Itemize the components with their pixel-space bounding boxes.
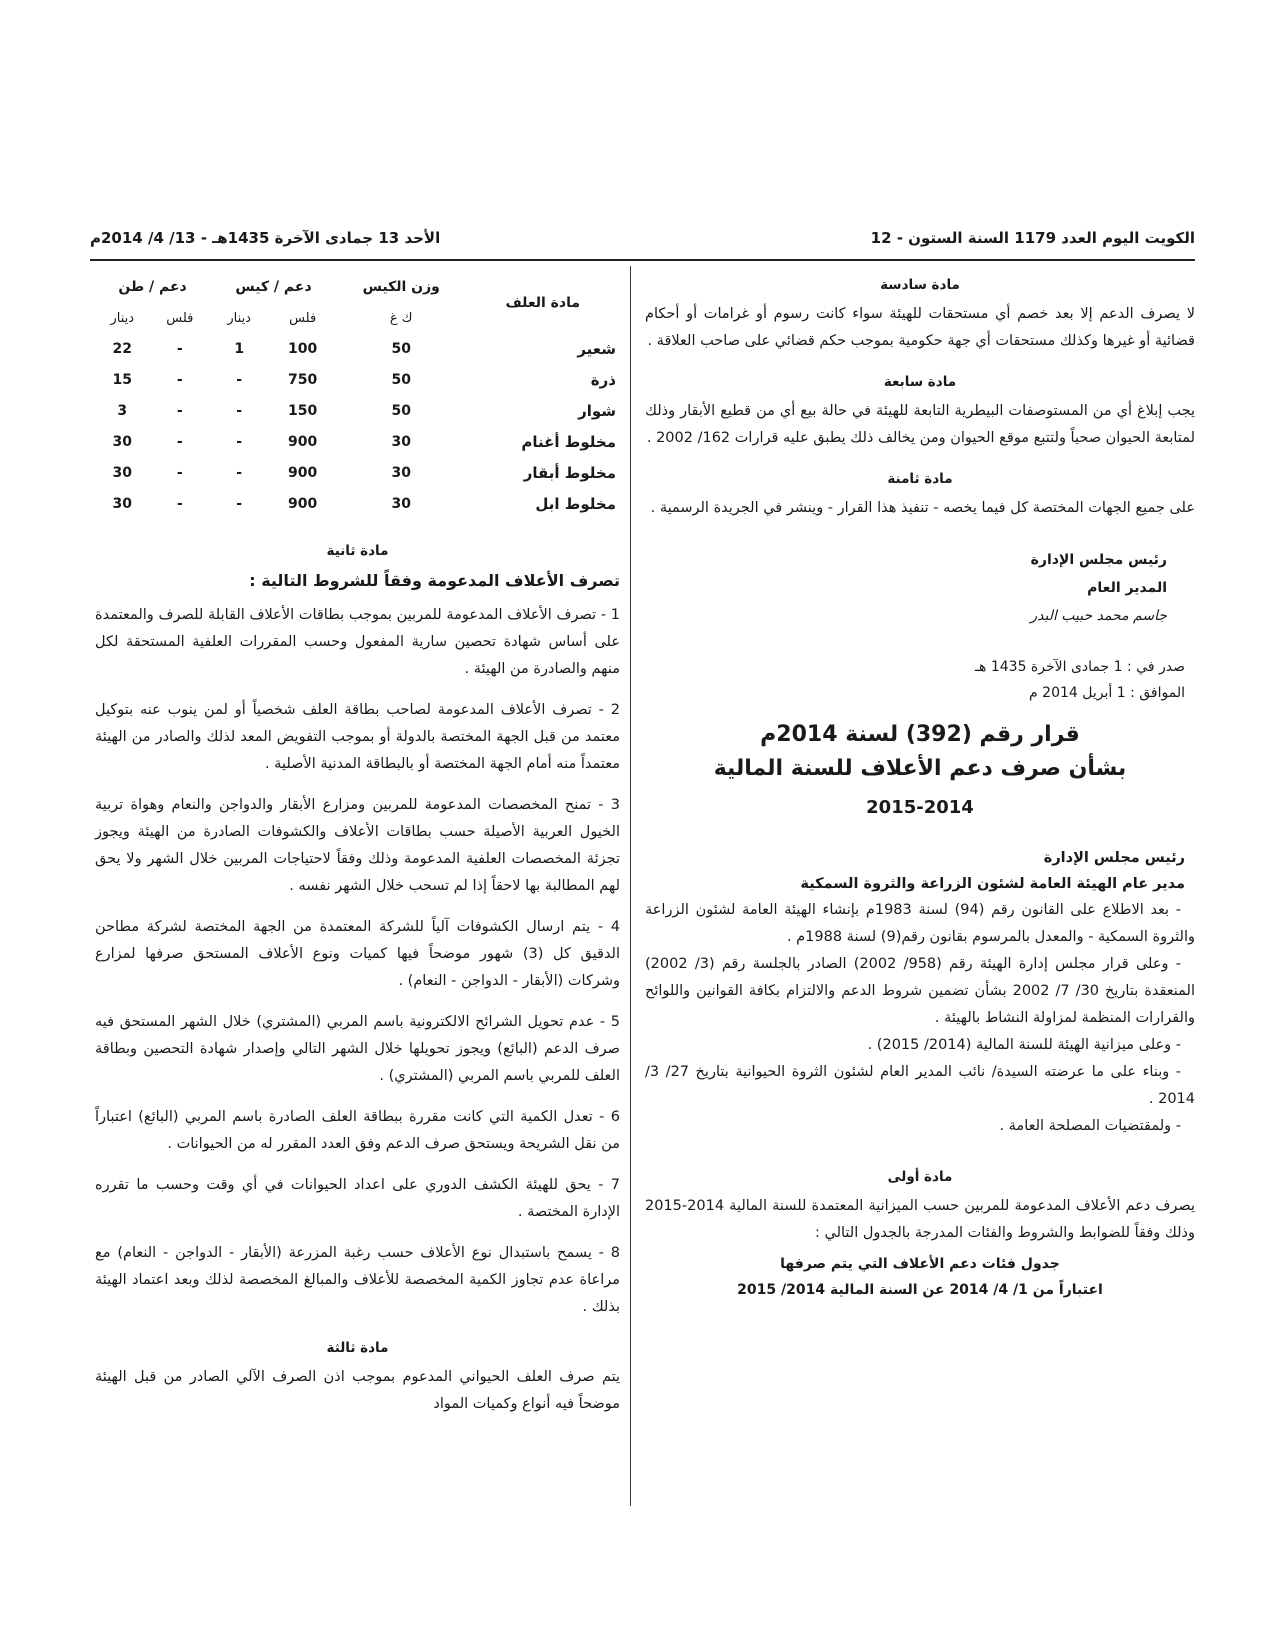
article-2-title: مادة ثانية	[326, 543, 389, 559]
table-row	[95, 427, 620, 458]
signature-block	[645, 546, 1195, 630]
cell-bag-fils: 750	[288, 372, 318, 388]
article-7-text: يجب إبلاغ أي من المستوصفات البيطرية التابعة للهيئة في حالة بيع أي من قطيع الأبقار وذلك لمتابعة الحيوان صحياً ولتتبع موقع الحيوان ومن يخالف ذلك يطبق عليه قرارات 162/ 2002 .	[645, 403, 1195, 446]
decision-issuer	[645, 845, 1195, 897]
header-issue-info: الكويت اليوم العدد 1179 السنة الستون - 12	[870, 229, 1195, 247]
article-8-title: مادة ثامنة	[887, 471, 953, 487]
right-column	[645, 272, 1195, 1303]
article-6-title: مادة سادسة	[880, 277, 960, 293]
article-2-heading: تصرف الأعلاف المدعومة وفقاً للشروط التالية :	[249, 571, 620, 590]
col-header-ton: دعم / طن	[118, 279, 187, 295]
header-rule	[90, 259, 1195, 261]
article-7-title: مادة سابعة	[883, 374, 957, 390]
col-header-bag-fils: فلس	[289, 311, 317, 326]
cell-feed: مخلوط أغنام	[521, 433, 616, 451]
col-header-ton-dinar: دينار	[110, 311, 135, 326]
cell-bag-fils: 900	[288, 434, 318, 450]
left-column	[95, 272, 620, 1432]
cell-bag-fils: 100	[288, 341, 318, 357]
cell-ton-fils: -	[176, 403, 183, 419]
signature-title-director: المدير العام	[1087, 580, 1167, 596]
condition-item: 3 - تمنح المخصصات المدعومة للمربين ومزارع الأبقار والدواجن والنعام وهواة تربية الخيول العربية الأصيلة حسب بطاقات الأعلاف والكشوفات الصادرة من الهيئة ويجوز تجزئة المخصصات العلفية المدعومة وذلك وفقاً لاحتياجات المربين خلال الشهر ولا يحق لهم المطالبة بها لاحقاً إذا لم تسحب خلال الشهر نفسه .	[95, 797, 620, 894]
decision-heading	[645, 718, 1195, 786]
condition-item: 7 - يحق للهيئة الكشف الدوري على اعداد الحيوانات في أي وقت وحسب ما تقرره الإدارة المختصة .	[95, 1177, 620, 1220]
decision-fiscal-year: 2015-2014	[866, 797, 974, 818]
cell-ton-dinar: 22	[112, 341, 133, 357]
article-3-title: مادة ثالثة	[326, 1340, 389, 1356]
cell-ton-fils: -	[176, 341, 183, 357]
article-1-text: يصرف دعم الأعلاف المدعومة للمربين حسب الميزانية المعتمدة للسنة المالية 2014-2015 وذلك وفقاً للضوابط والشروط والفئات المدرجة بالجدول التالي :	[645, 1198, 1195, 1241]
signature-name: جاسم محمد حبيب البدر	[1030, 608, 1167, 624]
article-3-text: يتم صرف العلف الحيواني المدعوم بموجب اذن الصرف الآلي الصادر من قبل الهيئة موضحاً فيه أنواع وكميات المواد	[95, 1369, 620, 1412]
cell-ton-dinar: 15	[112, 372, 133, 388]
cell-ton-fils: -	[176, 434, 183, 450]
cell-bag-fils: 900	[288, 465, 318, 481]
decision-number: قرار رقم (392) لسنة 2014م	[760, 722, 1080, 747]
cell-ton-fils: -	[176, 372, 183, 388]
cell-weight: 50	[391, 403, 411, 419]
condition-item: 1 - تصرف الأعلاف المدعومة للمربين بموجب بطاقات الأعلاف القابلة للصرف والمعتمدة على أساس شهادة تحصين سارية المفعول وحسب المقررات العلفية المستحقة لكل منهم والصادرة من الهيئة .	[95, 607, 620, 677]
cell-bag-dinar: -	[236, 434, 243, 450]
cell-weight: 50	[391, 372, 411, 388]
cell-feed: شعير	[577, 340, 616, 358]
col-header-ton-fils: فلس	[166, 311, 194, 326]
col-header-bag: دعم / كيس	[235, 279, 312, 295]
cell-bag-fils: 900	[288, 496, 318, 512]
preamble-clause: - وعلى ميزانية الهيئة للسنة المالية (2014/ 2015) .	[867, 1037, 1181, 1053]
cell-ton-dinar: 30	[112, 496, 133, 512]
condition-item: 5 - عدم تحويل الشرائح الالكترونية باسم المربي (المشتري) خلال الشهر المستحق فيه صرف الدعم (البائع) ويجوز تحويلها خلال الشهر التالي وإصدار شهادة التحصين وبطاقة العلف للمربي باسم المربي (المشتري) .	[95, 1014, 620, 1084]
cell-weight: 30	[391, 434, 411, 450]
running-header	[90, 218, 1195, 258]
article-1-title: مادة أولى	[887, 1169, 953, 1185]
cell-weight: 30	[391, 496, 411, 512]
condition-item: 4 - يتم ارسال الكشوفات آلياً للشركة المعتمدة من الجهة المختصة لشركة مطاحن الدقيق كل (3) شهور موضحاً فيها كميات ونوع الأعلاف المستحق صرفها لمزارع وشركات (الأبقار - الدواجن - النعام) .	[95, 919, 621, 989]
col-header-feed: مادة العلف	[505, 294, 581, 311]
col-header-bag-dinar: دينار	[227, 311, 251, 326]
table-row	[95, 365, 620, 396]
cell-ton-fils: -	[176, 465, 183, 481]
cell-bag-dinar: -	[236, 403, 243, 419]
corresponding-date: الموافق : 1 أبريل 2014 م	[1029, 685, 1185, 701]
feed-subsidy-table	[95, 272, 620, 520]
table-row	[95, 334, 620, 365]
condition-item: 6 - تعدل الكمية التي كانت مقررة ببطاقة العلف الصادرة باسم المربي (البائع) اعتباراً من نقل الشريحة ويستحق صرف الدعم وفق العدد المقرر له من الحيوانات .	[95, 1109, 620, 1152]
article-8-text: على جميع الجهات المختصة كل فيما يخصه - تنفيذ هذا القرار - وينشر في الجريدة الرسمية .	[650, 500, 1195, 516]
table-row	[95, 396, 620, 427]
preamble-clause: - وعلى قرار مجلس إدارة الهيئة رقم (958/ 2002) الصادر بالجلسة رقم (3/ 2002) المنعقدة بتاريخ 30/ 7/ 2002 بشأن تضمين شروط الدعم والالتزام بكافة القوانين واللوائح والقرارات المنظمة لمزاولة النشاط بالهيئة .	[645, 956, 1196, 1026]
cell-feed: مخلوط ابل	[535, 495, 616, 513]
signature-title-chairman: رئيس مجلس الإدارة	[1030, 552, 1167, 568]
condition-item: 8 - يسمح باستبدال نوع الأعلاف حسب رغبة المزرعة (الأبقار - الدواجن - النعام) مع مراعاة عدم تجاوز الكمية المخصصة للأعلاف والمبالغ المخصصة لذلك وبعد اعتماد الهيئة بذلك .	[95, 1245, 620, 1315]
table-caption	[645, 1251, 1195, 1303]
col-header-weight-unit: ك غ	[389, 311, 413, 326]
cell-weight: 50	[391, 341, 411, 357]
cell-feed: مخلوط أبقار	[523, 464, 616, 482]
table-row	[95, 458, 620, 489]
cell-bag-fils: 150	[288, 403, 318, 419]
cell-ton-dinar: 3	[117, 403, 128, 419]
cell-bag-dinar: -	[236, 465, 243, 481]
cell-ton-dinar: 30	[112, 434, 133, 450]
cell-feed: ذرة	[590, 371, 616, 389]
table-caption-line-2: اعتباراً من 1/ 4/ 2014 عن السنة المالية 2014/ 2015	[737, 1282, 1103, 1298]
column-divider	[630, 266, 631, 1506]
cell-bag-dinar: 1	[234, 341, 245, 357]
issuer-director-general: مدير عام الهيئة العامة لشئون الزراعة والثروة السمكية	[800, 876, 1185, 892]
decision-subject: بشأن صرف دعم الأعلاف للسنة المالية	[713, 756, 1127, 781]
preamble-clause: - بعد الاطلاع على القانون رقم (94) لسنة 1983م بإنشاء الهيئة العامة لشئون الزراعة والثروة السمكية - والمعدل بالمرسوم بقانون رقم(9) لسنة 1988م .	[645, 902, 1195, 945]
preamble-clause: - ولمقتضيات المصلحة العامة .	[999, 1118, 1181, 1134]
cell-bag-dinar: -	[236, 496, 243, 512]
cell-weight: 30	[391, 465, 411, 481]
table-row	[95, 489, 620, 520]
issued-date: صدر في : 1 جمادى الآخرة 1435 هـ	[974, 659, 1185, 675]
cell-ton-fils: -	[176, 496, 183, 512]
cell-feed: شوار	[578, 402, 616, 420]
col-header-weight: وزن الكيس	[362, 279, 440, 295]
table-caption-line-1: جدول فئات دعم الأعلاف التي يتم صرفها	[780, 1256, 1060, 1272]
cell-bag-dinar: -	[236, 372, 243, 388]
issue-dates	[645, 654, 1195, 706]
preamble-clause: - وبناء على ما عرضته السيدة/ نائب المدير العام لشئون الثروة الحيوانية بتاريخ 27/ 3/ 2014 .	[645, 1064, 1195, 1107]
condition-item: 2 - تصرف الأعلاف المدعومة لصاحب بطاقة العلف شخصياً أو لمن ينوب عنه بتوكيل معتمد من قبل الجهة المختصة بالدولة أو بموجب التفويض المعد لذلك والصادر من الهيئة معتمداً منه أمام الجهة المختصة أو بالبطاقة المدنية الأصلية .	[95, 702, 620, 772]
article-6-text: لا يصرف الدعم إلا بعد خصم أي مستحقات للهيئة سواء كانت رسوم أو غرامات أو أحكام قضائية أو غيرها وكذلك مستحقات أي جهة حكومية بموجب حكم قضائي على صاحب العلاقة .	[645, 306, 1195, 349]
cell-ton-dinar: 30	[112, 465, 133, 481]
header-date: الأحد 13 جمادى الآخرة 1435هـ - 13/ 4/ 2014م	[90, 229, 441, 247]
issuer-chairman: رئيس مجلس الإدارة	[1043, 850, 1185, 866]
